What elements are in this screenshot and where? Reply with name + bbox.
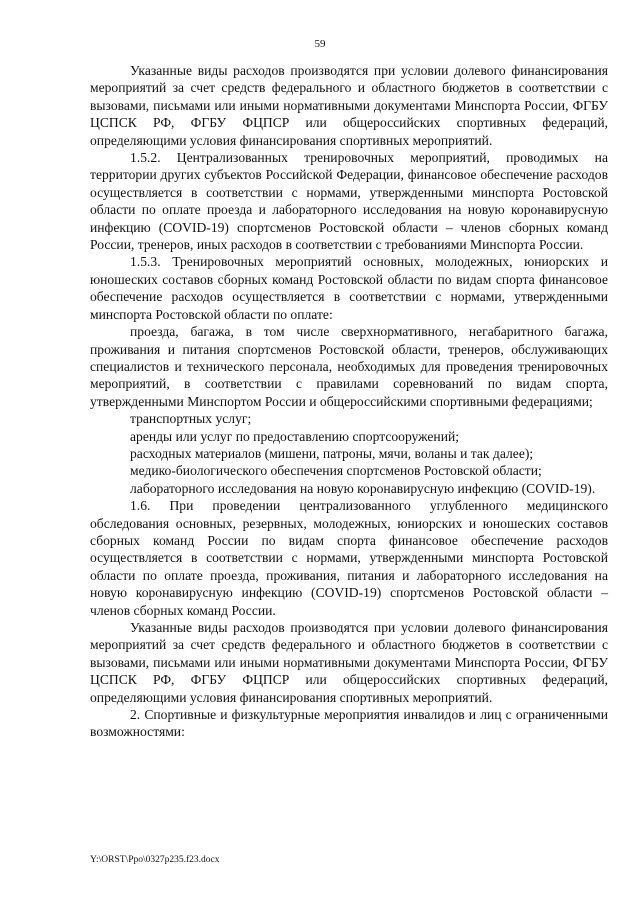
paragraph: 1.6. При проведении централизованного углубленного медицинского обследования основных, резервных, молодежных, юниорских и юношеских составов сборных команд России по видам спорта финансовое обеспечение расходов осуществляется в соответствии с нормами, утвержденными минспорта Ростовской области по оплате проезда, проживания, питания и лабораторного исследования на новую коронавирусную инфекцию (COVID-19) спортсменов Ростовской области – членов сборных команд России. [90, 498, 608, 618]
document-body [90, 62, 608, 741]
footer-file-path: Y:\ORST\Ppo\0327p235.f23.docx [90, 855, 220, 865]
paragraph: аренды или услуг по предоставлению спортсооружений; [130, 428, 460, 444]
paragraph: Указанные виды расходов производятся при условии долевого финансирования мероприятий за счет средств федерального и областного бюджетов в соответствии с вызовами, письмами или иными нормативными документами Минспорта России, ФГБУ ЦСПСК РФ, ФГБУ ФЦПСР или общероссийских спортивных федераций, определяющими условия финансирования спортивных мероприятий. [90, 620, 608, 705]
paragraph: 2. Спортивные и физкультурные мероприятия инвалидов и лиц с ограниченными возможностями: [90, 707, 608, 740]
paragraph: лабораторного исследования на новую коронавирусную инфекцию (COVID-19). [130, 480, 596, 496]
paragraph: Указанные виды расходов производятся при условии долевого финансирования мероприятий за счет средств федерального и областного бюджетов в соответствии с вызовами, письмами или иными нормативными документами Минспорта России, ФГБУ ЦСПСК РФ, ФГБУ ФЦПСР или общероссийских спортивных федераций, определяющими условия финансирования спортивных мероприятий. [90, 63, 608, 148]
page-number: 59 [314, 38, 326, 50]
paragraph: проезда, багажа, в том числе сверхнормативного, негабаритного багажа, проживания и питания спортсменов Ростовской области, тренеров, обслуживающих специалистов и технического персонала, необходимых для проведения тренировочных мероприятий, в соответствии с правилами соревнований по видам спорта, утвержденными Минспортом России и общероссийскими спортивными федерациями; [90, 324, 608, 409]
paragraph: медико-биологического обеспечения спортсменов Ростовской области; [130, 463, 542, 479]
paragraph: 1.5.2. Централизованных тренировочных мероприятий, проводимых на территории других субъектов Российской Федерации, финансовое обеспечение расходов осуществляется в соответствии с нормами, утвержденными минспорта Ростовской области по оплате проезда и лабораторного исследования на новую коронавирусную инфекцию (COVID-19) спортсменов Ростовской области – членов сборных команд России, тренеров, иных расходов в соответствии с требованиями Минспорта России. [90, 150, 608, 253]
paragraph: расходных материалов (мишени, патроны, мячи, воланы и так далее); [130, 445, 534, 461]
paragraph: 1.5.3. Тренировочных мероприятий основных, молодежных, юниорских и юношеских составов сборных команд Ростовской области по видам спорта финансовое обеспечение расходов осуществляется в соответствии с нормами, утвержденными минспорта Ростовской области по оплате: [90, 254, 608, 322]
paragraph: транспортных услуг; [130, 411, 252, 427]
